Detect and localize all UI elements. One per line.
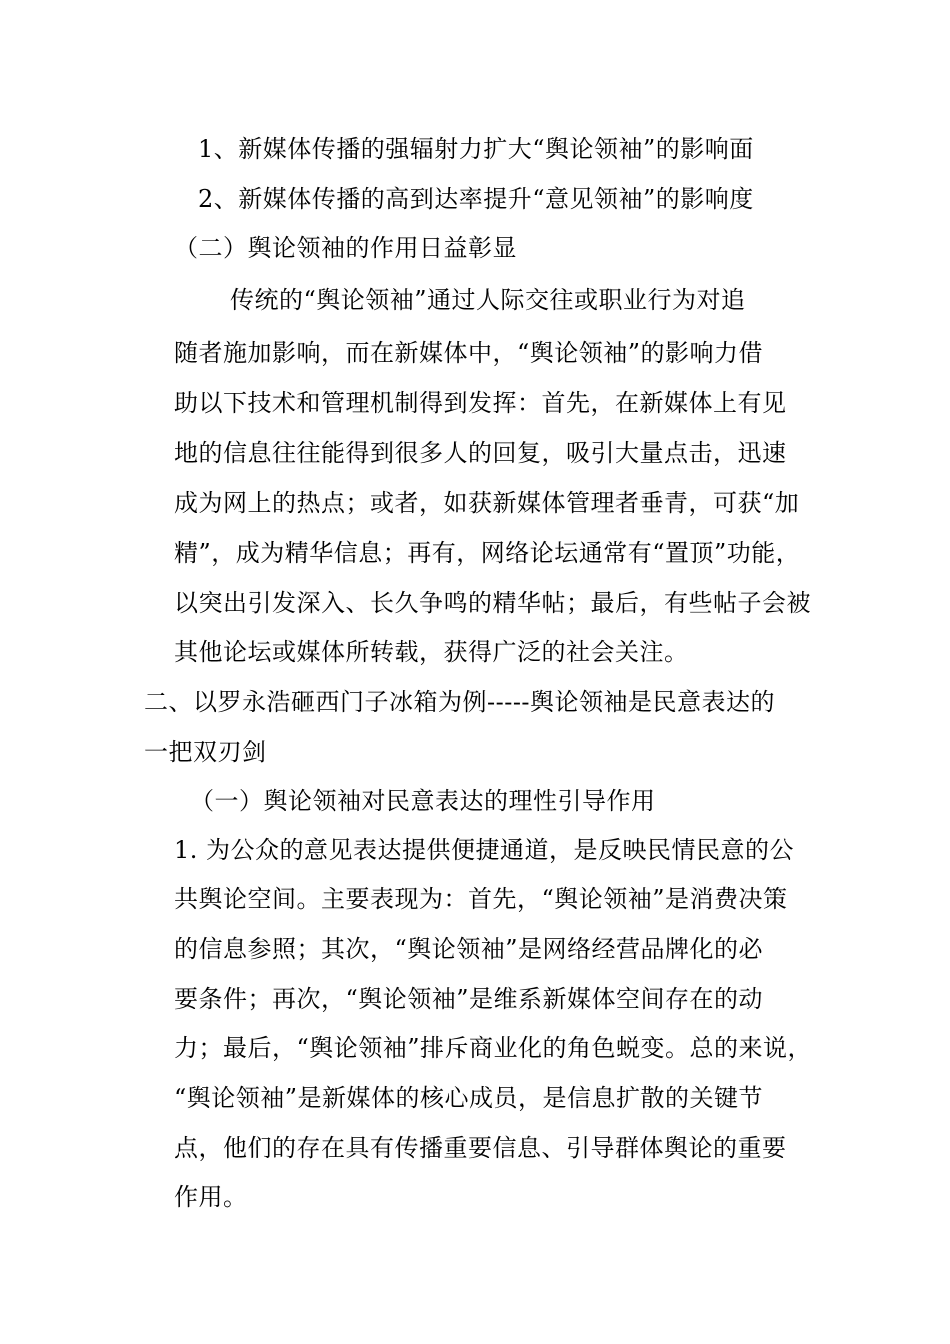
paragraph-line: 随者施加影响，而在新媒体中，“舆论领袖”的影响力借 (174, 339, 764, 367)
paragraph-line: 点，他们的存在具有传播重要信息、引导群体舆论的重要 (174, 1134, 787, 1162)
section-heading-main-cont: 一把双刃剑 (144, 738, 267, 766)
paragraph-line: 1. 为公众的意见表达提供便捷通道，是反映民情民意的公 (174, 836, 795, 864)
paragraph-line: 的信息参照；其次，“舆论领袖”是网络经营品牌化的必 (174, 935, 764, 963)
paragraph-line: “舆论领袖”是新媒体的核心成员，是信息扩散的关键节 (174, 1084, 764, 1112)
paragraph-line: 精”，成为精华信息；再有，网络论坛通常有“置顶”功能， (174, 539, 801, 567)
paragraph-line: 以突出引发深入、长久争鸣的精华帖；最后，有些帖子会被 (174, 589, 811, 617)
subheading-2: 2、新媒体传播的高到达率提升“意见领袖”的影响度 (198, 185, 754, 213)
section-heading-2: （二）舆论领袖的作用日益彰显 (174, 234, 517, 262)
paragraph-line: 要条件；再次，“舆论领袖”是维系新媒体空间存在的动 (174, 985, 764, 1013)
paragraph-line: 作用。 (174, 1183, 248, 1211)
paragraph-line: 其他论坛或媒体所转载，获得广泛的社会关注。 (174, 638, 689, 666)
paragraph-line: 传统的“舆论领袖”通过人际交往或职业行为对追 (230, 286, 746, 314)
section-heading-main: 二、以罗永浩砸西门子冰箱为例-----舆论领袖是民意表达的 (144, 688, 776, 716)
paragraph-line: 助以下技术和管理机制得到发挥：首先，在新媒体上有见 (174, 389, 787, 417)
paragraph-line: 力；最后，“舆论领袖”排斥商业化的角色蜕变。总的来说， (174, 1034, 813, 1062)
subheading-1: 1、新媒体传播的强辐射力扩大“舆论领袖”的影响面 (198, 135, 754, 163)
paragraph-line: 共舆论空间。主要表现为：首先，“舆论领袖”是消费决策 (174, 885, 788, 913)
subsection-heading: （一）舆论领袖对民意表达的理性引导作用 (190, 787, 656, 815)
paragraph-line: 成为网上的热点；或者，如获新媒体管理者垂青，可获“加 (174, 489, 800, 517)
paragraph-line: 地的信息往往能得到很多人的回复，吸引大量点击，迅速 (174, 439, 787, 467)
